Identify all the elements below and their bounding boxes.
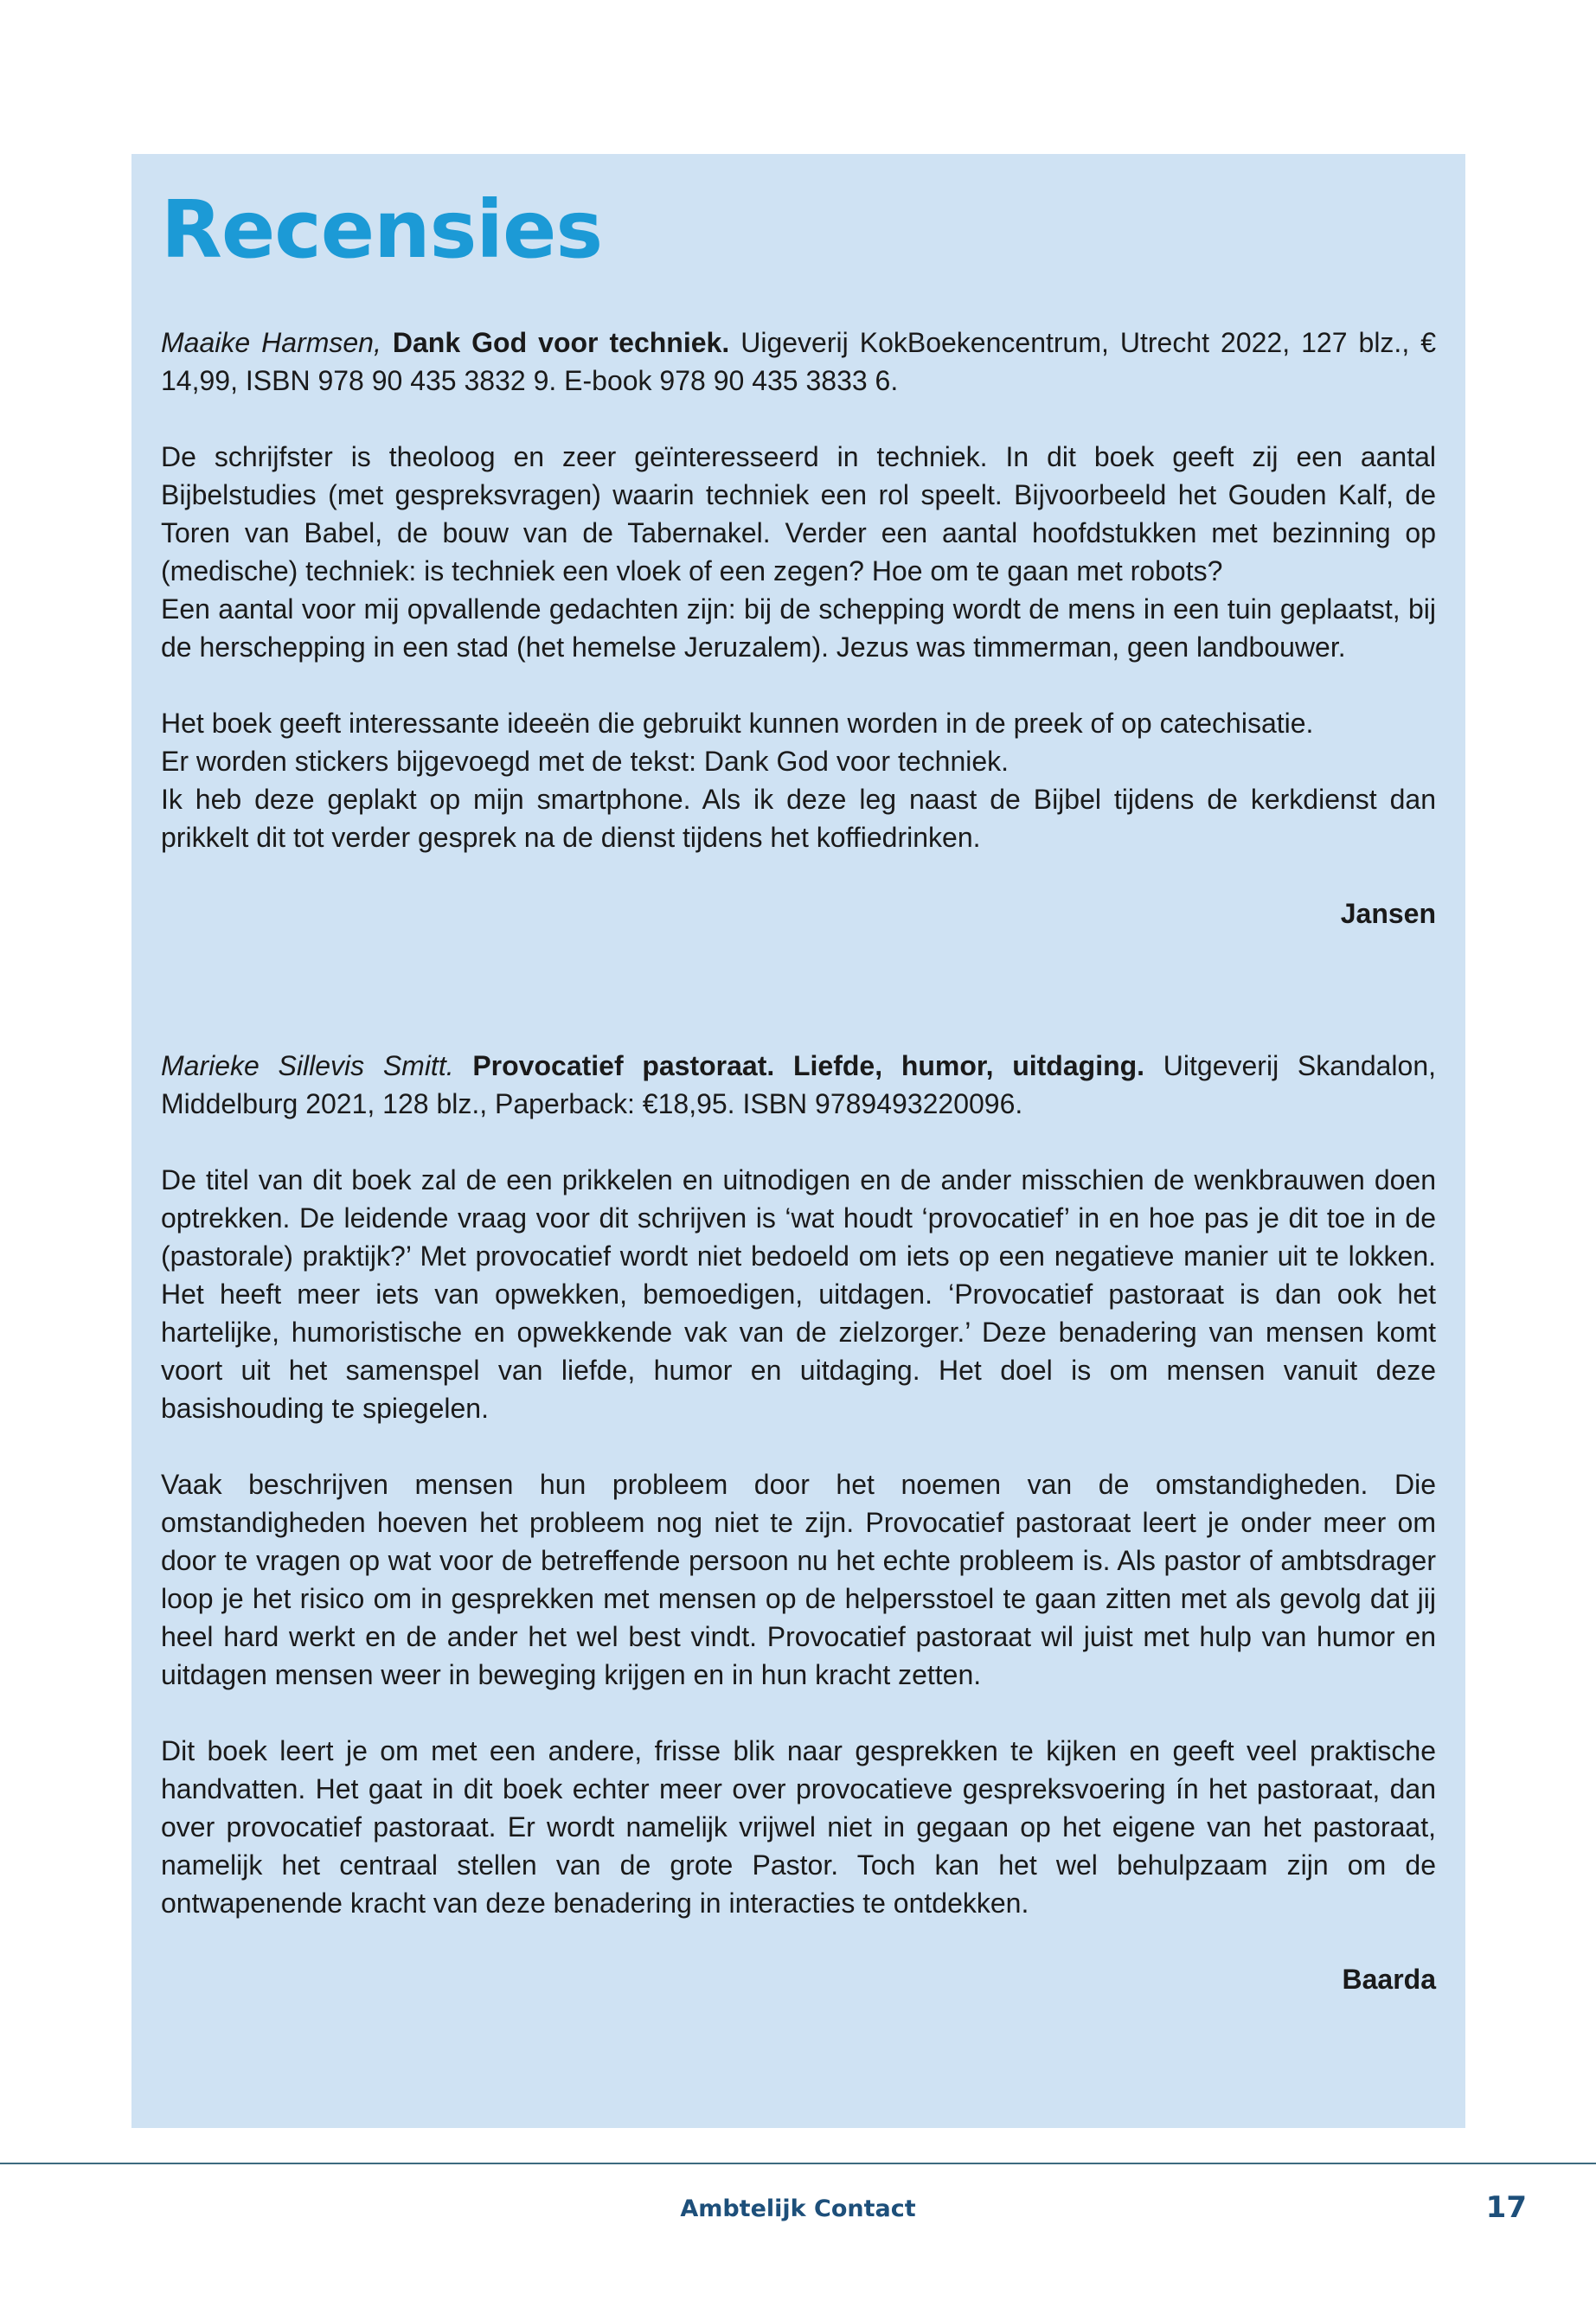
review-paragraph: Er worden stickers bijgevoegd met de tekst: Dank God voor techniek. [161, 746, 1010, 777]
review-paragraph: Vaak beschrijven mensen hun probleem door het noemen van de omstandigheden. Die omstandigheden hoeven het probleem nog niet te zijn. Provocatief pastoraat leert je onder meer om door te vragen op wat voor de betreffende persoon nu het echte probleem is. Als pastor of ambtsdrager loop je het risico om in gesprekken met mensen op de helpersstoel te gaan zitten met als gevolg dat jij heel hard werkt en de ander het wel best vindt. Provocatief pastoraat wil juist met hulp van humor en uitdagen mensen weer in beweging krijgen en in hun kracht zetten. [161, 1469, 1436, 1690]
review-paragraph: Dit boek leert je om met een andere, frisse blik naar gesprekken te kijken en geeft veel praktische handvatten. Het gaat in dit boek echter meer over provocatieve gespreksvoering ín het pastoraat, dan over provocatief pastoraat. Er wordt namelijk vrijwel niet in gegaan op het eigene van het pastoraat, namelijk het centraal stellen van de grote Pastor. Toch kan het wel behulpzaam zijn om de ontwapenende kracht van deze benadering in interacties te ontdekken. [161, 1735, 1436, 1919]
review-book-title: Dank God voor techniek. [392, 327, 730, 358]
page-number: 17 [1485, 2190, 1527, 2225]
review-paragraph: De schrijfster is theoloog en zeer geïnteresseerd in techniek. In dit boek geeft zij een aantal Bijbelstudies (met gespreksvragen) waarin techniek een rol speelt. Bijvoorbeeld het Gouden Kalf, de Toren van Babel, de bouw van de Tabernakel. Verder een aantal hoofdstukken met bezinning op (medische) techniek: is techniek een vloek of een zegen? Hoe om te gaan met robots? [161, 441, 1436, 586]
review-citation [161, 324, 1436, 400]
review-sillevis-smitt [161, 1047, 1436, 1998]
review-author: Maaike Harmsen, [161, 327, 381, 358]
page-title: Recensies [161, 183, 603, 276]
review-citation [161, 1047, 1436, 1123]
review-paragraph: Ik heb deze geplakt op mijn smartphone. Als ik deze leg naast de Bijbel tijdens de kerkdienst dan prikkelt dit tot verder gesprek na de dienst tijdens het koffiedrinken. [161, 784, 1436, 853]
reviewer-signature: Jansen [1340, 898, 1436, 929]
review-harmsen [161, 324, 1436, 933]
review-author: Marieke Sillevis Smitt. [161, 1050, 454, 1081]
reviewer-signature: Baarda [1342, 1964, 1436, 1995]
review-book-title: Provocatief pastoraat. Liefde, humor, uitdaging. [472, 1050, 1145, 1081]
footer-divider [0, 2163, 1596, 2164]
review-publication-details: Uigeverij KokBoekencentrum, Utrecht 2022, 127 blz., € 14,99, ISBN 978 90 435 3832 9. E-book 978 90 435 3833 6. [161, 327, 1437, 396]
review-paragraph: Het boek geeft interessante ideeën die gebruikt kunnen worden in de preek of op catechisatie. [161, 708, 1314, 739]
review-paragraph: Een aantal voor mij opvallende gedachten zijn: bij de schepping wordt de mens in een tuin geplaatst, bij de herschepping in een stad (het hemelse Jeruzalem). Jezus was timmerman, geen landbouwer. [161, 593, 1436, 663]
review-paragraph-group [161, 438, 1436, 666]
review-paragraph: De titel van dit boek zal de een prikkelen en uitnodigen en de ander misschien de wenkbrauwen doen optrekken. De leidende vraag voor dit schrijven is ‘wat houdt ‘provocatief’ in en hoe pas je dit toe in de (pastorale) praktijk?’ Met provocatief wordt niet bedoeld om iets op een negatieve manier uit te lokken. Het heeft meer iets van opwekken, bemoedigen, uitdagen. ‘Provocatief pastoraat is dan ook het hartelijke, humoristische en opwekkende vak van de zielzorger.’ Deze benadering van mensen komt voort uit het samenspel van liefde, humor en uitdaging. Het doel is om mensen vanuit deze basishouding te spiegelen. [161, 1164, 1436, 1424]
review-paragraph-group [161, 704, 1436, 856]
reviews-panel [131, 154, 1465, 2128]
review-publication-details: Uitgeverij Skandalon, Middelburg 2021, 128 blz., Paperback: €18,95. ISBN 9789493220096. [161, 1050, 1437, 1119]
footer-publication-name: Ambtelijk Contact [680, 2195, 916, 2222]
